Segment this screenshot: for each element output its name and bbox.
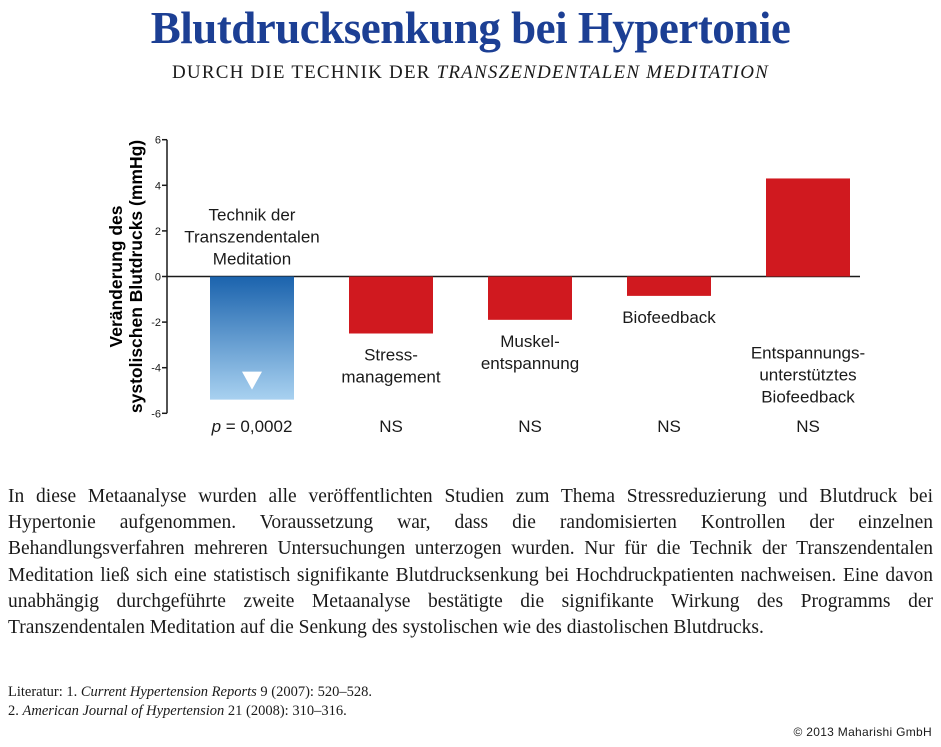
y-tick-label: -4: [151, 362, 161, 375]
bar-1: [349, 277, 433, 334]
y-axis-label: Veränderung dessystolischen Blutdrucks (mmHg): [106, 139, 146, 414]
significance-label-0: p = 0,0002: [211, 417, 293, 436]
bar-chart: [0, 120, 941, 450]
category-label-1: Stress-management: [341, 345, 441, 387]
subtitle-italic: TRANSZENDENTALEN MEDITATION: [436, 62, 769, 83]
significance-label-3: NS: [657, 417, 681, 436]
reference-1: Literatur: 1. Current Hypertension Reports 9 (2007): 520–528.: [8, 684, 372, 700]
y-tick-label: 6: [154, 134, 161, 147]
significance-labels: [211, 417, 820, 436]
category-label-0: Technik der Transzendentalen Meditation: [184, 205, 320, 269]
y-tick-label: 2: [154, 225, 161, 238]
copyright: © 2013 Maharishi GmbH: [793, 725, 932, 739]
bar-4: [766, 178, 850, 276]
category-label-3: Biofeedback: [622, 307, 716, 327]
reference-journal: American Journal of Hypertension: [22, 703, 225, 719]
y-tick-label: -2: [151, 317, 161, 330]
y-tick-label: 4: [154, 180, 161, 193]
subtitle-prefix: DURCH DIE TECHNIK DER: [172, 62, 437, 83]
references: [8, 683, 372, 721]
reference-journal: Current Hypertension Reports: [80, 684, 257, 700]
y-tick-label: -6: [151, 408, 161, 421]
y-tick-label: 0: [154, 271, 161, 284]
significance-label-2: NS: [518, 417, 542, 436]
significance-label-1: NS: [379, 417, 403, 436]
page-subtitle: [0, 62, 941, 84]
bar-3: [627, 277, 711, 296]
reference-2: 2. American Journal of Hypertension 21 (2008): 310–316.: [8, 703, 347, 719]
significance-label-4: NS: [796, 417, 820, 436]
category-label-2: Muskel-entspannung: [480, 331, 580, 373]
page-title: Blutdrucksenkung bei Hypertonie: [150, 3, 791, 53]
bar-2: [488, 277, 572, 320]
category-label-4: Entspannungs-unterstütztes Biofeedback: [750, 343, 866, 407]
body-text: In diese Metaanalyse wurden alle veröffentlichten Studien zum Thema Stressreduzierung und Blutdruck bei Hypertonie aufgenommen. Voraussetzung war, dass die randomisierten Kontrollen der einzelnen Behandlungsverfahren mehreren Untersuchungen unterzogen wurden. Nur für die Technik der Transzendentalen Meditation ließ sich eine statistisch signifikante Blutdrucksenkung bei Hochdruckpatienten nachweisen. Eine davon unabhängig durchgeführte zweite Metaanalyse bestätigte die signifikante Wirkung des Programms der Transzendentalen Meditation auf die Senkung des systolischen wie des diastolischen Blutdrucks.: [8, 486, 933, 639]
